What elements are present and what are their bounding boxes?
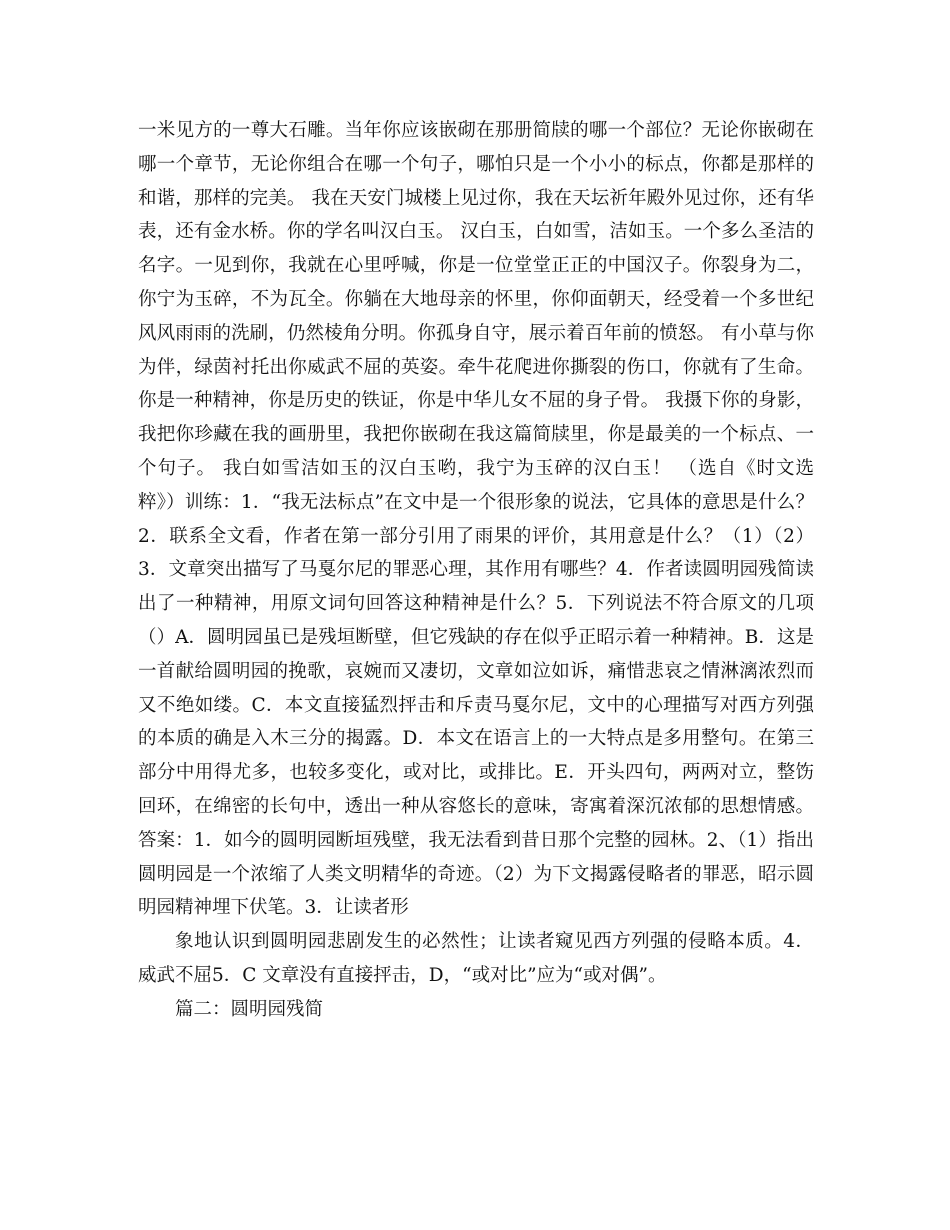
section-heading: 篇二：圆明园残简 <box>175 998 324 1020</box>
document-page <box>138 114 814 1027</box>
body-paragraph-2: 象地认识到圆明园悲剧发生的必然性；让读者窥见西方列强的侵略本质。4．威武不屈5．C 文章没有直接抨击，D，“或对比”应为“或对偶”。 <box>138 931 814 986</box>
body-paragraph-1: 一米见方的一尊大石雕。当年你应该嵌砌在那册简牍的哪一个部位？无论你嵌砌在哪一个章节，无论你组合在哪一个句子，哪怕只是一个小小的标点，你都是那样的和谐，那样的完美。 我在天安门城楼上见过你，我在天坛祈年殿外见过你，还有华表，还有金水桥。你的学名叫汉白玉。 汉白玉，白如雪，洁如玉。一个多么圣洁的名字。一见到你，我就在心里呼喊，你是一位堂堂正正的中国汉子。你裂身为二，你宁为玉碎，不为瓦全。你躺在大地母亲的怀里，你仰面朝天，经受着一个多世纪风风雨雨的洗刷，仍然棱角分明。你孤身自守，展示着百年前的愤怒。 有小草与你为伴，绿茵衬托出你威武不屈的英姿。牵牛花爬进你撕裂的伤口，你就有了生命。你是一种精神，你是历史的铁证，你是中华儿女不屈的身子骨。 我摄下你的身影，我把你珍藏在我的画册里，我把你嵌砌在我这篇简牍里，你是最美的一个标点、一个句子。 我白如雪洁如玉的汉白玉哟，我宁为玉碎的汉白玉！ （选自《时文选粹》）训练：1．“我无法标点”在文中是一个很形象的说法，它具体的意思是什么？2．联系全文看，作者在第一部分引用了雨果的评价，其用意是什么？（1）（2）3．文章突出描写了马戛尔尼的罪恶心理，其作用有哪些？4．作者读圆明园残简读出了一种精神，用原文词句回答这种精神是什么？5．下列说法不符合原文的几项（）A．圆明园虽已是残垣断壁，但它残缺的存在似乎正昭示着一种精神。B．这是一首献给圆明园的挽歌，哀婉而又凄切，文章如泣如诉，痛惜悲哀之情淋漓浓烈而又不绝如缕。C．本文直接猛烈抨击和斥责马戛尔尼，文中的心理描写对西方列强的本质的确是入木三分的揭露。D．本文在语言上的一大特点是多用整句。在第三部分中用得尤多，也较多变化，或对比，或排比。E．开头四句，两两对立，整饬回环，在绵密的长句中，透出一种从容悠长的意味，寄寓着深沉浓郁的思想情感。答案：1．如今的圆明园断垣残壁，我无法看到昔日那个完整的园林。2、（1）指出圆明园是一个浓缩了人类文明精华的奇迹。（2）为下文揭露侵略者的罪恶，昭示圆明园精神埋下伏笔。3．让读者形 <box>138 120 814 919</box>
